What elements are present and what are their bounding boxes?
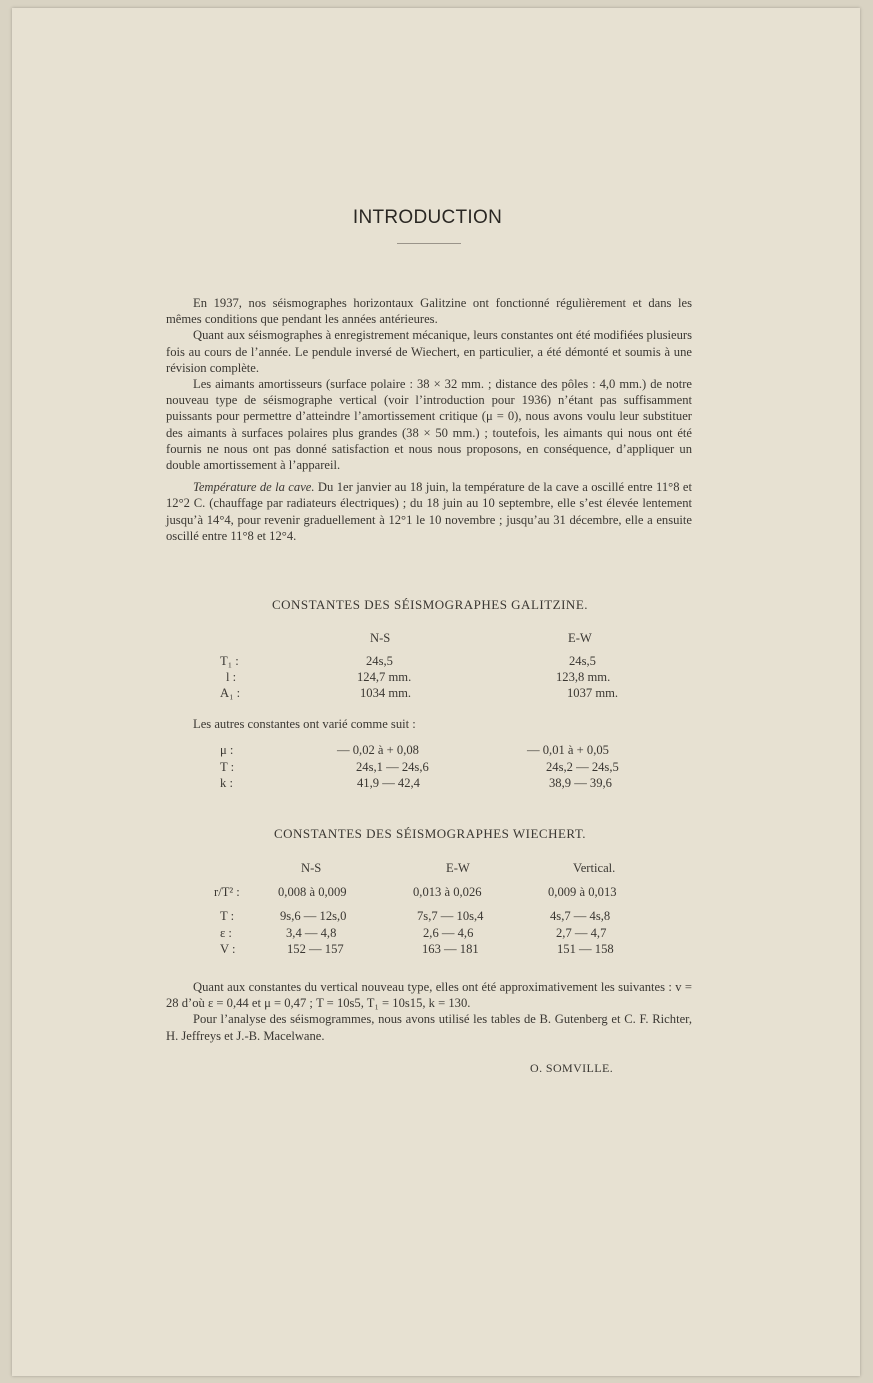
wiechert-cell: 0,008 à 0,009	[278, 885, 347, 899]
wiechert-row-label: r/T² :	[214, 885, 240, 899]
galitzine-cell: 1037 mm.	[567, 686, 619, 700]
galitzine-cell: 24s,2 — 24s,5	[546, 760, 619, 774]
galitzine-cell: 38,9 — 39,6	[549, 776, 612, 790]
galitzine-header-ns: N-S	[370, 631, 391, 645]
wiechert-header-vertical: Vertical.	[573, 861, 616, 875]
galitzine-cell: 24s,5	[569, 654, 596, 668]
galitzine-title: CONSTANTES DES SÉISMOGRAPHES GALITZINE.	[271, 597, 589, 612]
wiechert-row-label: T :	[220, 909, 235, 923]
galitzine-row-label: T₁ :	[220, 654, 239, 668]
galitzine-row-label: l :	[226, 670, 237, 684]
intro-text	[166, 295, 692, 544]
wiechert-header-ew: E-W	[446, 861, 470, 875]
page-title: INTRODUCTION	[352, 207, 503, 228]
paragraph-3: Les aimants amortisseurs (surface polaire : 38 × 32 mm. ; distance des pôles : 4,0 mm.) de notre nouveau type de séismographe vertical (voir l’introduction pour 1936) n’étant pas suffisamment puissants pour permettre d’atteindre l’amortissement critique (μ = 0), nous avons voulu leur substituer des aimants à surfaces polaires plus grandes (38 × 50 mm.) ; toutefois, les aimants qui nous ont été fournis ne nous ont pas donné satisfaction et nous nous proposons, en conséquence, d’appliquer un double amortissement à l’appareil.	[166, 377, 692, 473]
wiechert-header-ns: N-S	[301, 861, 322, 875]
cave-paragraph	[166, 479, 692, 544]
galitzine-cell: 1034 mm.	[360, 686, 412, 700]
wiechert-cell: 2,6 — 4,6	[423, 926, 474, 940]
galitzine-cell: 123,8 mm.	[556, 670, 611, 684]
wiechert-cell: 0,009 à 0,013	[548, 885, 617, 899]
wiechert-cell: 4s,7 — 4s,8	[550, 909, 611, 923]
cave-heading: Température de la cave.	[193, 480, 315, 495]
closing-text	[166, 979, 692, 1044]
wiechert-cell: 0,013 à 0,026	[413, 885, 482, 899]
wiechert-cell: 3,4 — 4,8	[286, 926, 337, 940]
wiechert-row-label: V :	[220, 942, 236, 956]
galitzine-row-label: μ :	[220, 743, 234, 757]
galitzine-note: Les autres constantes ont varié comme suit :	[193, 717, 416, 731]
galitzine-cell: — 0,02 à + 0,08	[337, 743, 419, 757]
galitzine-cell: 41,9 — 42,4	[357, 776, 420, 790]
wiechert-cell: 2,7 — 4,7	[556, 926, 607, 940]
galitzine-cell: — 0,01 à + 0,05	[527, 743, 609, 757]
wiechert-cell: 163 — 181	[422, 942, 479, 956]
closing-paragraph-2: Pour l’analyse des séismogrammes, nous avons utilisé les tables de B. Gutenberg et C. F. Richter, H. Jeffreys et J.-B. Macelwane.	[166, 1012, 692, 1043]
cave-text: Du 1er janvier au 18 juin, la température de la cave a oscillé entre 11°8 et 12°2 C. (chauffage par radiateurs électriques) ; du 18 juin au 10 septembre, elle s’est élevée lentement jusqu’à 14°4, pour revenir graduellement à 12°1 le 10 novembre ; jusqu’au 31 décembre, elle a ensuite oscillé entre 11°8 et 12°4.	[166, 480, 692, 543]
wiechert-row-label: ε :	[220, 926, 232, 940]
galitzine-row-label: A₁ :	[220, 686, 241, 700]
wiechert-cell: 9s,6 — 12s,0	[280, 909, 347, 923]
galitzine-cell: 124,7 mm.	[357, 670, 412, 684]
wiechert-cell: 7s,7 — 10s,4	[417, 909, 484, 923]
signature: O. SOMVILLE.	[530, 1061, 614, 1075]
galitzine-row-label: k :	[220, 776, 233, 790]
closing-paragraph-1: Quant aux constantes du vertical nouveau type, elles ont été approximativement les suivantes : v = 28 d’où ε = 0,44 et μ = 0,47 ; T = 10s5, T₁ = 10s15, k = 130.	[166, 980, 692, 1011]
galitzine-cell: 24s,1 — 24s,6	[356, 760, 429, 774]
wiechert-cell: 151 — 158	[557, 942, 614, 956]
paragraph-1: En 1937, nos séismographes horizontaux Galitzine ont fonctionné régulièrement et dans les mêmes conditions que pendant les années antérieures.	[166, 296, 692, 327]
galitzine-row-label: T :	[220, 760, 235, 774]
title-rule	[397, 243, 461, 244]
galitzine-header-ew: E-W	[568, 631, 592, 645]
galitzine-cell: 24s,5	[366, 654, 393, 668]
wiechert-cell: 152 — 157	[287, 942, 344, 956]
wiechert-title: CONSTANTES DES SÉISMOGRAPHES WIECHERT.	[273, 826, 587, 841]
paragraph-2: Quant aux séismographes à enregistrement mécanique, leurs constantes ont été modifiées plusieurs fois au cours de l’année. Le pendule inversé de Wiechert, en particulier, a été démonté et soumis à une révision complète.	[166, 328, 692, 375]
